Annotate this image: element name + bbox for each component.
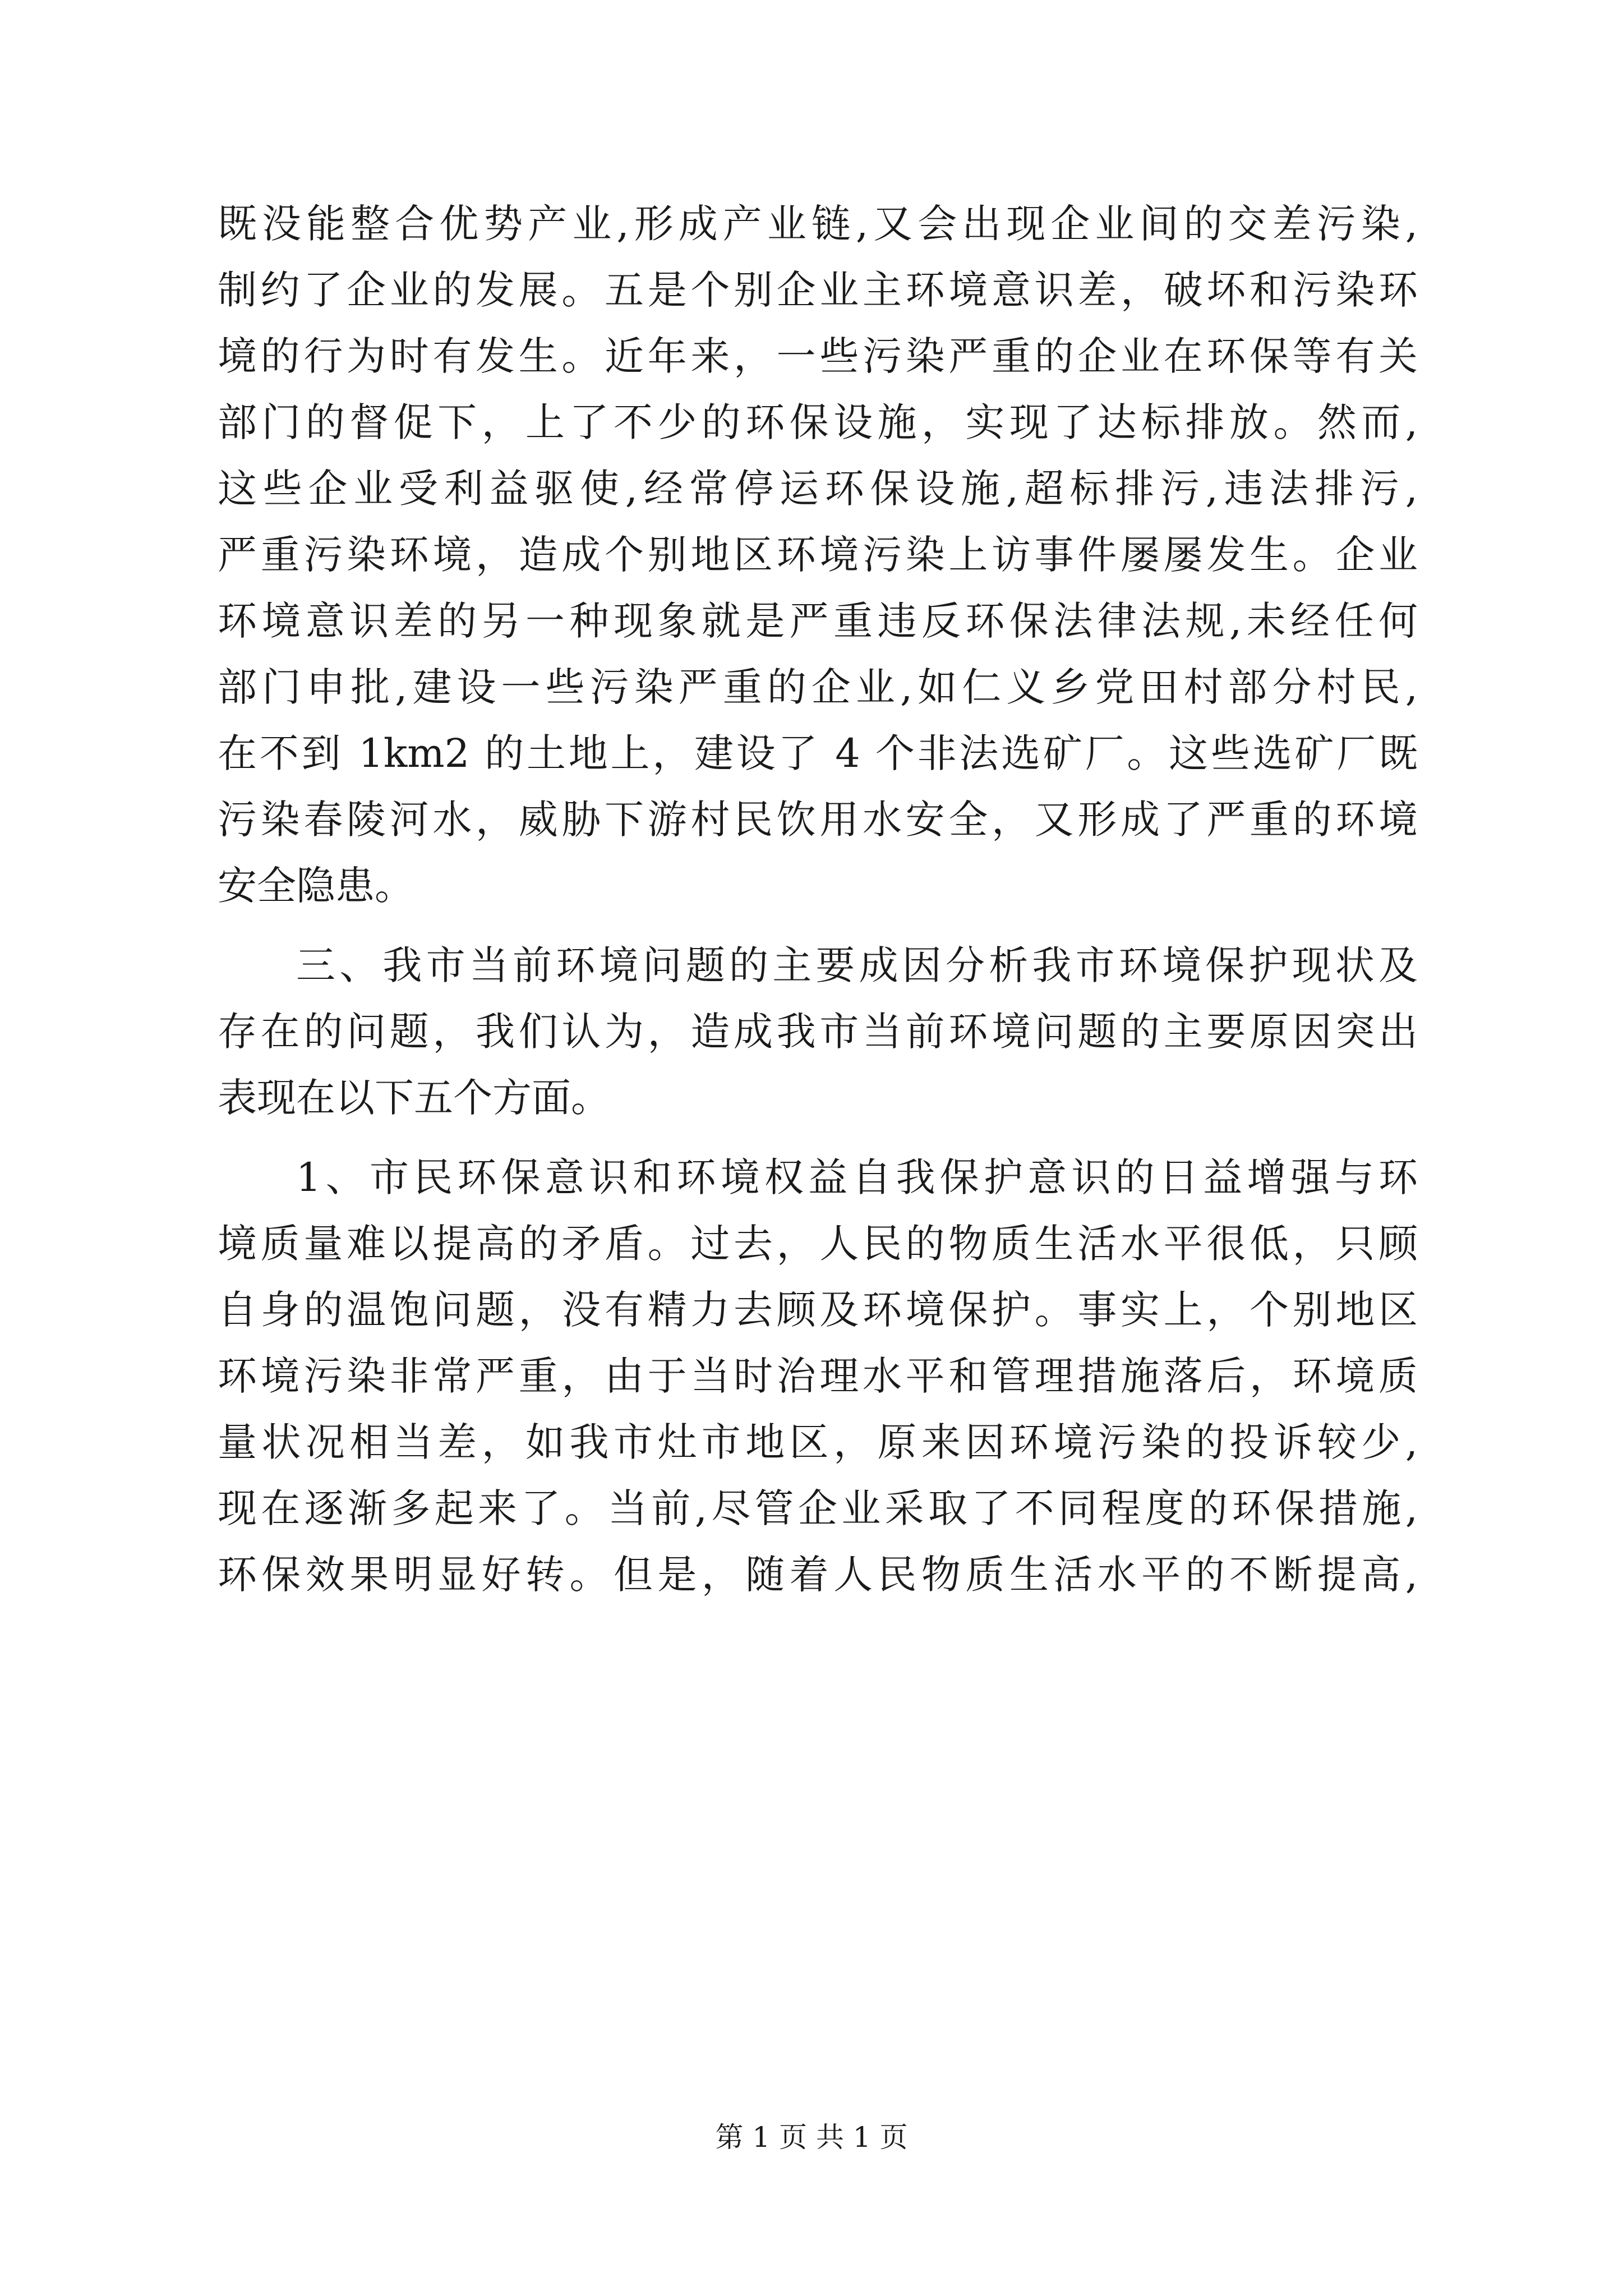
text-line: 部门申批,建设一些污染严重的企业,如仁义乡党田村部分村民, (218, 664, 1418, 710)
page-footer (0, 2115, 1623, 2155)
paragraph-2 (218, 932, 1418, 1131)
paragraph-1 (218, 191, 1418, 919)
text-line: 境质量难以提高的矛盾。过去，人民的物质生活水平很低，只顾 (218, 1221, 1418, 1267)
text-line: 环境意识差的另一种现象就是严重违反环保法律法规,未经任何 (218, 598, 1418, 644)
text-line: 现在逐渐多起来了。当前,尽管企业采取了不同程度的环保措施, (218, 1485, 1418, 1531)
text-line: 量状况相当差，如我市灶市地区，原来因环境污染的投诉较少, (218, 1419, 1418, 1465)
text-line: 境的行为时有发生。近年来，一些污染严重的企业在环保等有关 (218, 333, 1418, 379)
body-text (218, 191, 1418, 1608)
text-line: 环境污染非常严重，由于当时治理水平和管理措施落后，环境质 (218, 1353, 1418, 1399)
text-line: 污染春陵河水，威胁下游村民饮用水安全，又形成了严重的环境 (218, 797, 1418, 843)
text-line: 制约了企业的发展。五是个别企业主环境意识差，破坏和污染环 (218, 267, 1418, 313)
text-line: 三、我市当前环境问题的主要成因分析我市环境保护现状及 (296, 942, 1418, 988)
text-line: 在不到 1km2 的土地上，建设了 4 个非法选矿厂。这些选矿厂既 (218, 730, 1418, 776)
text-line: 存在的问题，我们认为，造成我市当前环境问题的主要原因突出 (218, 1009, 1418, 1055)
text-line: 严重污染环境，造成个别地区环境污染上访事件屡屡发生。企业 (218, 532, 1418, 578)
text-line: 安全隐患。 (218, 863, 414, 909)
text-line: 部门的督促下，上了不少的环保设施，实现了达标排放。然而, (218, 399, 1418, 445)
text-line: 1、市民环保意识和环境权益自我保护意识的日益增强与环 (296, 1154, 1418, 1200)
text-line: 自身的温饱问题，没有精力去顾及环境保护。事实上，个别地区 (218, 1287, 1418, 1333)
text-line: 这些企业受利益驱使,经常停运环保设施,超标排污,违法排污, (218, 466, 1418, 512)
text-line: 既没能整合优势产业,形成产业链,又会出现企业间的交差污染, (218, 201, 1418, 247)
text-line: 环保效果明显好转。但是，随着人民物质生活水平的不断提高, (218, 1552, 1418, 1598)
paragraph-3 (218, 1144, 1418, 1608)
text-line: 表现在以下五个方面。 (218, 1075, 610, 1121)
page-number: 第 1 页 共 1 页 (715, 2121, 908, 2154)
